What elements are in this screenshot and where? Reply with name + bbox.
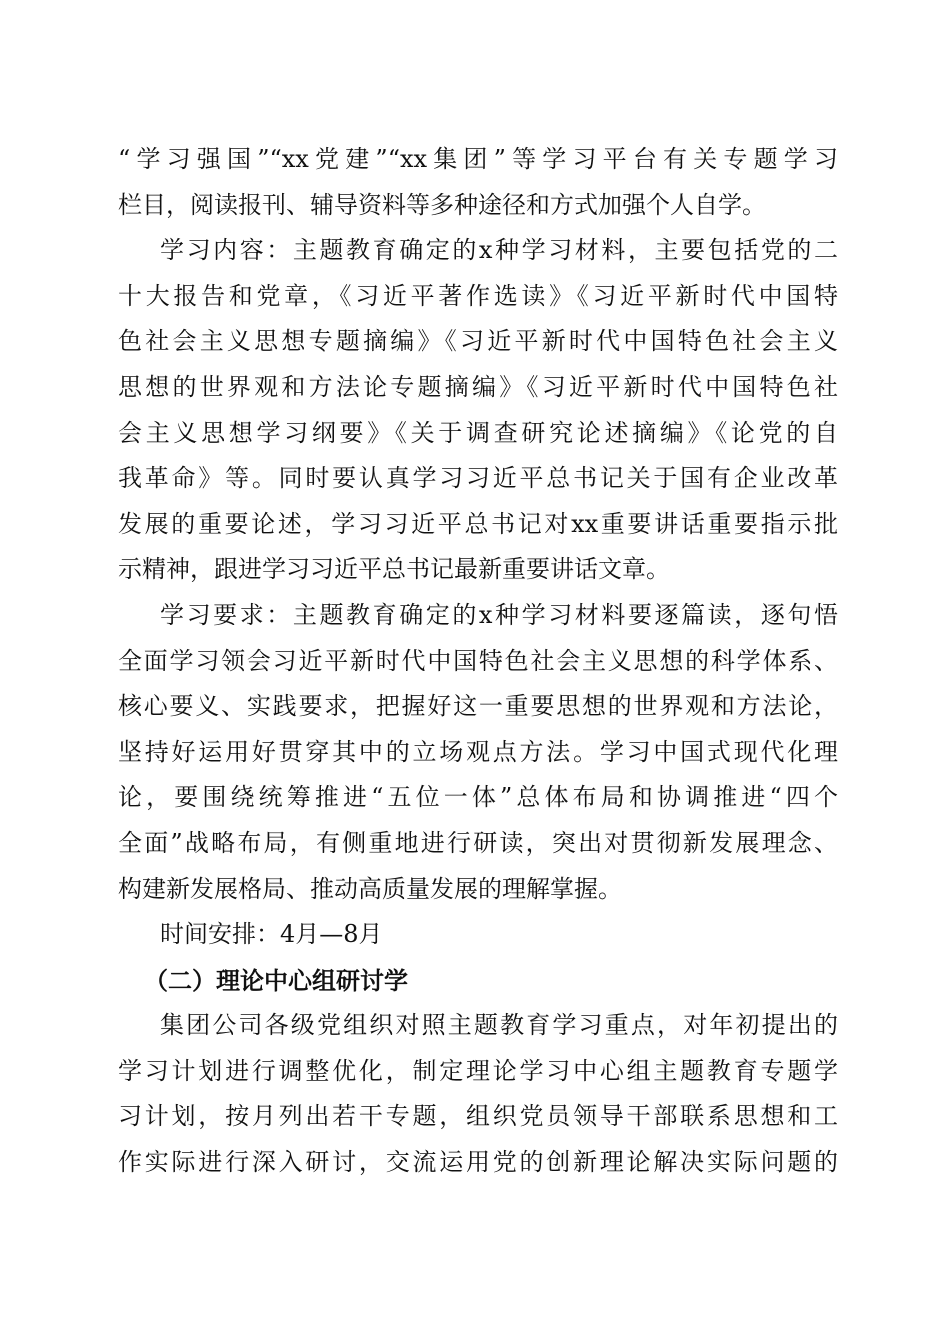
text-line: 示精神，跟进学习习近平总书记最新重要讲话文章。 bbox=[118, 555, 670, 584]
text-line: 全面”战略布局，有侧重地进行研读，突出对贯彻新发展理念、 bbox=[118, 828, 838, 857]
text-line: “学习强国”“xx党建”“xx集团”等学习平台有关专题学习 bbox=[118, 145, 838, 173]
text-line: 十大报告和党章，《习近平著作选读》《习近平新时代中国特 bbox=[118, 281, 838, 310]
text-line: 构建新发展格局、推动高质量发展的理解掌握。 bbox=[118, 874, 622, 903]
section-heading: （二）理论中心组研讨学 bbox=[144, 965, 408, 995]
text-line: 思想的世界观和方法论专题摘编》《习近平新时代中国特色社 bbox=[118, 372, 838, 401]
document-body bbox=[118, 137, 838, 1186]
text-line: 核心要义、实践要求，把握好这一重要思想的世界观和方法论， bbox=[118, 692, 838, 721]
text-line: 发展的重要论述，学习习近平总书记对xx重要讲话重要指示批 bbox=[118, 509, 838, 538]
text-line: 论，要围绕统筹推进“五位一体”总体布局和协调推进“四个 bbox=[118, 783, 838, 812]
text-line: 全面学习领会习近平新时代中国特色社会主义思想的科学体系、 bbox=[118, 646, 838, 675]
text-line: 坚持好运用好贯穿其中的立场观点方法。学习中国式现代化理 bbox=[118, 737, 838, 766]
text-line: 学习计划进行调整优化，制定理论学习中心组主题教育专题学 bbox=[118, 1056, 838, 1085]
text-line: 习计划，按月列出若干专题，组织党员领导干部联系思想和工 bbox=[118, 1102, 838, 1131]
text-line: 会主义思想学习纲要》《关于调查研究论述摘编》《论党的自 bbox=[118, 418, 838, 447]
text-line: 色社会主义思想专题摘编》《习近平新时代中国特色社会主义 bbox=[118, 327, 838, 356]
text-line: 栏目，阅读报刊、辅导资料等多种途径和方式加强个人自学。 bbox=[118, 190, 766, 219]
paragraph-first-line: 集团公司各级党组织对照主题教育学习重点，对年初提出的 bbox=[160, 1011, 838, 1040]
text-line: 作实际进行深入研讨，交流运用党的创新理论解决实际问题的 bbox=[118, 1148, 838, 1177]
time-schedule-line: 时间安排：4月—8月 bbox=[160, 920, 383, 949]
paragraph-first-line: 学习要求：主题教育确定的x种学习材料要逐篇读，逐句悟 bbox=[160, 600, 838, 629]
paragraph-first-line: 学习内容：主题教育确定的x种学习材料，主要包括党的二 bbox=[160, 236, 838, 265]
text-line: 我革命》等。同时要认真学习习近平总书记关于国有企业改革 bbox=[118, 464, 838, 493]
